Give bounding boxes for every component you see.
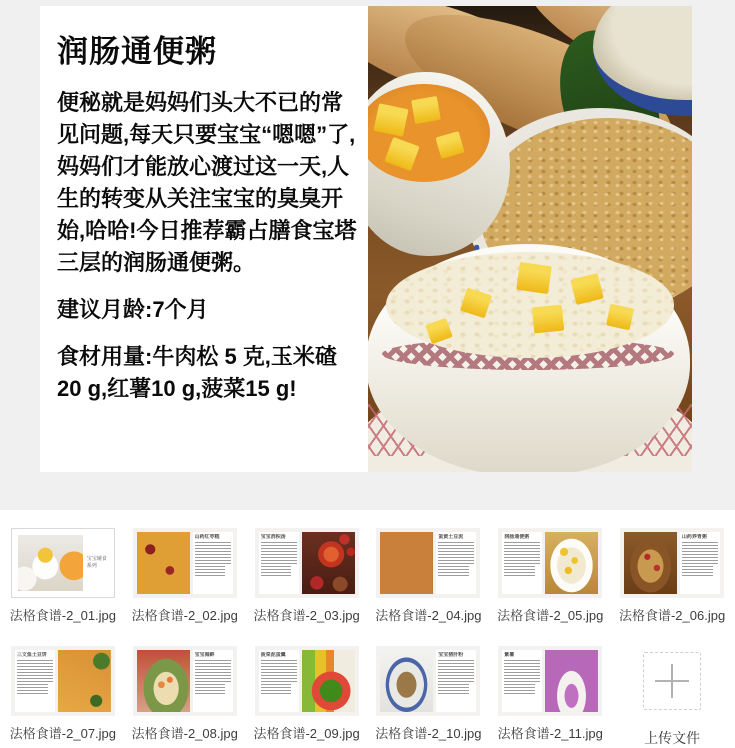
thumb-photo [302, 532, 355, 594]
thumb-card-title: 蛋黄土豆泥 [438, 534, 464, 540]
thumb-card-title: 山药养胃粥 [681, 534, 707, 540]
file-name: 法格食谱-2_06.jpg [618, 608, 726, 623]
pumpkin-cube [411, 96, 441, 124]
thumb-card-title: 菠菜泥蛋羹 [260, 652, 286, 658]
file-name: 法格食谱-2_01.jpg [9, 608, 117, 623]
file-browser [0, 510, 735, 746]
pumpkin-cube [532, 305, 565, 334]
recipe-text-panel [40, 6, 368, 472]
file-name: 法格食谱-2_07.jpg [9, 726, 117, 741]
file-item[interactable] [124, 528, 246, 624]
thumb-card-title: 宝宝消积汤 [260, 534, 286, 540]
thumb-text-lines [17, 684, 48, 696]
recipe-photo [368, 6, 692, 472]
file-name: 法格食谱-2_11.jpg [497, 726, 603, 741]
thumbnail-image [498, 528, 602, 598]
thumb-card-title: 宝宝猪肝粉 [438, 652, 464, 658]
upload-label: 上传文件 [644, 730, 701, 746]
thumb-text-lines [195, 566, 226, 578]
thumb-text-lines [261, 542, 297, 564]
thumb-text-lines [504, 542, 540, 564]
file-name: 法格食谱-2_02.jpg [131, 608, 238, 623]
thumb-text-lines [261, 566, 292, 578]
pumpkin-cube [516, 262, 552, 294]
thumb-photo [137, 650, 190, 712]
recipe-ingredients-line: 食材用量:牛肉松 5 克,玉米碴20 g,红薯10 g,菠菜15 g! [57, 344, 337, 401]
thumb-card-title: 山药红枣糕 [194, 534, 220, 540]
file-item[interactable] [368, 528, 490, 624]
thumb-photo [380, 532, 433, 594]
thumb-card-title: 宝宝海鲜 [194, 652, 215, 658]
pumpkin-cube [606, 304, 634, 331]
thumbnail-image [498, 646, 602, 716]
thumbnail-image [376, 646, 480, 716]
file-name: 法格食谱-2_10.jpg [375, 726, 482, 741]
plus-icon [655, 664, 689, 698]
thumb-card-title: 紫薯 [504, 652, 515, 658]
thumbnail-image [620, 528, 724, 598]
thumb-photo [380, 650, 433, 712]
thumb-text-lines [438, 566, 469, 578]
file-name: 法格食谱-2_05.jpg [497, 608, 604, 623]
thumb-text-lines [438, 684, 469, 696]
thumb-text-lines [17, 660, 53, 682]
thumb-photo [18, 535, 83, 591]
thumb-text-lines [504, 684, 535, 696]
file-item[interactable] [489, 528, 611, 624]
file-item[interactable] [611, 528, 733, 624]
pumpkin-cube [373, 103, 408, 137]
recipe-age-line: 建议月龄:7个月 [57, 297, 209, 322]
thumb-photo [58, 650, 111, 712]
thumb-text-lines [504, 566, 535, 578]
file-item[interactable] [2, 528, 124, 624]
thumbnail-image [133, 528, 237, 598]
thumb-photo [545, 650, 598, 712]
file-item[interactable] [246, 528, 368, 624]
upload-dropzone[interactable] [643, 652, 701, 710]
thumb-text-lines [438, 660, 474, 682]
file-name: 法格食谱-2_04.jpg [375, 608, 482, 623]
thumbnail-image [255, 528, 359, 598]
thumb-text-lines [195, 660, 231, 682]
thumbnail-image [11, 646, 115, 716]
file-name: 法格食谱-2_09.jpg [253, 726, 360, 741]
thumbnail-image [376, 528, 480, 598]
thumb-text-lines [504, 660, 540, 682]
thumbnail-image [255, 646, 359, 716]
file-grid [0, 510, 735, 748]
thumb-series-label: 宝宝辅食系列 [86, 556, 107, 569]
recipe-description: 便秘就是妈妈们头大不已的常见问题,每天只要宝宝“嗯嗯”了,妈妈们才能放心渡过这一天,人生的转变从关注宝宝的臭臭开始,哈哈!今日推荐霸占膳食宝塔三层的润肠通便粥。 [57, 90, 357, 275]
thumb-text-lines [261, 684, 292, 696]
thumb-text-lines [682, 542, 718, 564]
file-name: 法格食谱-2_08.jpg [131, 726, 238, 741]
recipe-preview-card [40, 6, 692, 472]
thumb-text-lines [438, 542, 474, 564]
thumb-photo [137, 532, 190, 594]
thumb-text-lines [682, 566, 713, 578]
thumb-text-lines [195, 542, 231, 564]
thumb-photo [545, 532, 598, 594]
thumb-photo [624, 532, 677, 594]
thumb-text-lines [195, 684, 226, 696]
thumb-card-title: 润肠通便粥 [504, 534, 530, 540]
thumb-text-lines [261, 660, 297, 682]
thumb-photo [302, 650, 355, 712]
file-name: 法格食谱-2_03.jpg [253, 608, 360, 623]
recipe-title: 润肠通便粥 [57, 34, 217, 69]
thumb-card-title: 三文鱼土豆饼 [16, 652, 47, 658]
thumbnail-image [11, 528, 115, 598]
thumbnail-image [133, 646, 237, 716]
